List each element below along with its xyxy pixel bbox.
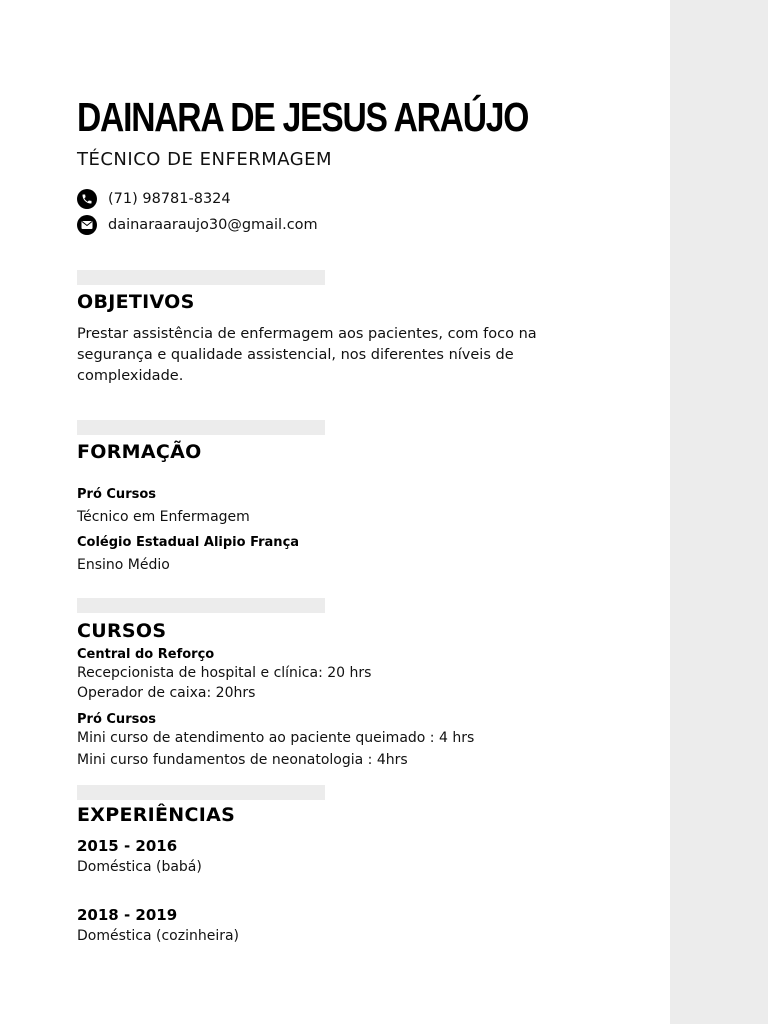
side-panel <box>670 0 768 1024</box>
cursos-line: Operador de caixa: 20hrs <box>77 685 256 701</box>
formacao-heading: FORMAÇÃO <box>77 441 202 463</box>
section-divider-bar <box>77 420 325 435</box>
formacao-course: Ensino Médio <box>77 557 170 573</box>
section-divider-bar <box>77 598 325 613</box>
phone-number: (71) 98781-8324 <box>108 191 231 207</box>
cursos-institution: Pró Cursos <box>77 712 157 727</box>
contact-email <box>77 215 318 235</box>
mail-icon <box>77 215 97 235</box>
experiencia-period: 2015 - 2016 <box>77 837 178 855</box>
cursos-line: Mini curso fundamentos de neonatologia : 4hrs <box>77 752 408 768</box>
objetivos-text: Prestar assistência de enfermagem aos pacientes, com foco na segurança e qualidade assistencial, nos diferentes níveis de complexidade. <box>77 326 537 384</box>
phone-icon <box>77 189 97 209</box>
formacao-course: Técnico em Enfermagem <box>77 509 250 525</box>
cursos-line: Recepcionista de hospital e clínica: 20 hrs <box>77 665 372 681</box>
cursos-heading: CURSOS <box>77 620 167 642</box>
cursos-line: Mini curso de atendimento ao paciente queimado : 4 hrs <box>77 730 475 746</box>
candidate-name: DAINARA DE JESUS ARAÚJO <box>77 94 529 140</box>
cursos-institution: Central do Reforço <box>77 647 215 662</box>
objetivos-heading: OBJETIVOS <box>77 291 195 313</box>
experiencia-role: Doméstica (cozinheira) <box>77 928 240 944</box>
email-address: dainaraaraujo30@gmail.com <box>108 217 318 233</box>
job-title: TÉCNICO DE ENFERMAGEM <box>77 149 333 170</box>
formacao-institution: Colégio Estadual Alipio França <box>77 535 300 550</box>
contact-phone <box>77 189 231 209</box>
section-divider-bar <box>77 785 325 800</box>
experiencia-period: 2018 - 2019 <box>77 906 178 924</box>
formacao-institution: Pró Cursos <box>77 487 157 502</box>
experiencias-heading: EXPERIÊNCIAS <box>77 804 236 826</box>
section-divider-bar <box>77 270 325 285</box>
experiencia-role: Doméstica (babá) <box>77 859 202 875</box>
